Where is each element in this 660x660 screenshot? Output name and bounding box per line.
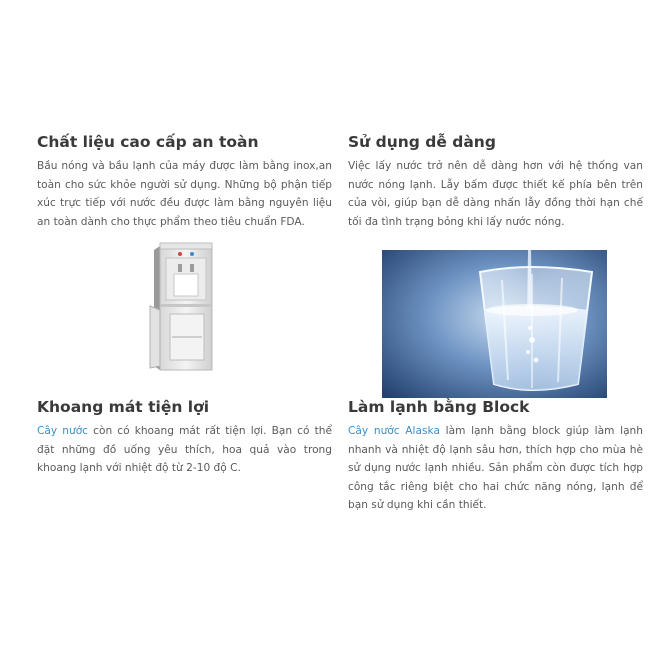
water-glass-image [382, 250, 607, 398]
section-body: Bầu nóng và bầu lạnh của máy được làm bằng inox,an toàn cho sức khỏe người sử dụng. Những bộ phận tiếp xúc trực tiếp với nước đều được làm bằng nguyên liệu an toàn dành cho thực phẩm theo tiêu chuẩn FDA. [37, 160, 332, 228]
section-title: Sử dụng dễ dàng [348, 133, 496, 151]
product-link[interactable]: Cây nước [37, 425, 89, 437]
section-cool-cabinet [37, 398, 332, 478]
section-title: Khoang mát tiện lợi [37, 398, 210, 416]
section-easy-use [348, 133, 643, 231]
section-body-text: còn có khoang mát rất tiện lợi. Bạn có thể đặt những đồ uống yêu thích, hoa quả vào trong khoang lạnh với nhiệt độ từ 2-10 độ C. [37, 425, 332, 474]
product-link[interactable]: Cây nước Alaska [348, 425, 440, 437]
section-body [37, 422, 332, 478]
section-material [37, 133, 332, 231]
section-block-cooling [348, 398, 643, 515]
section-body [348, 422, 643, 515]
section-body-text: làm lạnh bằng block giúp làm lạnh nhanh và nhiệt độ lạnh sâu hơn, thích hợp cho mùa hè sử dụng nước lạnh nhiều. Sản phẩm còn được tích hợp công tắc riêng biệt cho hai chức năng nóng, lạnh để bạn sử dụng khi cần thiết. [348, 425, 643, 511]
section-title: Chất liệu cao cấp an toàn [37, 133, 259, 151]
section-body: Việc lấy nước trở nên dễ dàng hơn với hệ thống van nước nóng lạnh. Lẫy bấm được thiết kế phía bên trên của vòi, giúp bạn dễ dàng nhấn lẫy đồng thời hạn chế tối đa tình trạng bỏng khi lấy nước nóng. [348, 160, 643, 228]
section-title: Làm lạnh bằng Block [348, 398, 530, 416]
water-dispenser-image [148, 240, 218, 375]
